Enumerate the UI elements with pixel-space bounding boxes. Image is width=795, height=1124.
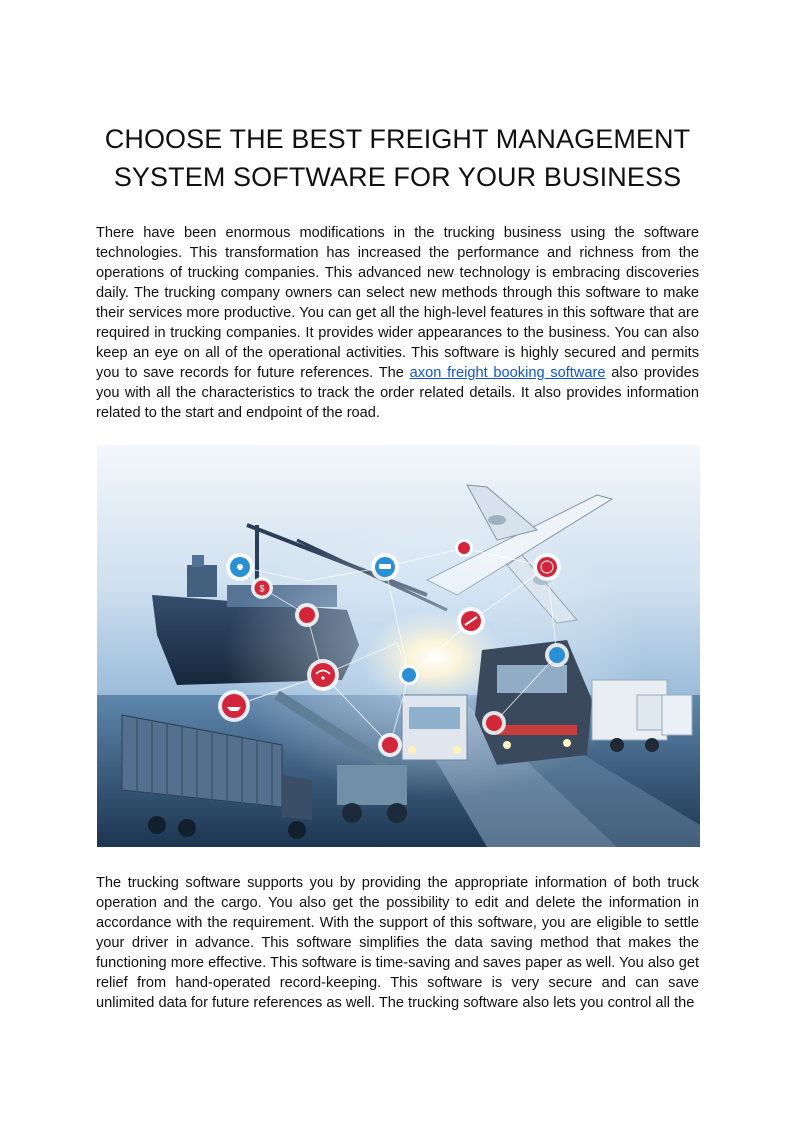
plane-icon	[457, 607, 485, 635]
clock-icon	[295, 603, 319, 627]
intro-paragraph	[96, 223, 699, 423]
gift-icon	[482, 711, 506, 735]
page-title	[60, 120, 735, 196]
svg-text:$: $	[259, 583, 265, 594]
container-icon	[378, 733, 402, 757]
target-icon	[226, 553, 254, 581]
ship-icon	[371, 553, 399, 581]
location-pin-icon	[399, 665, 419, 685]
title-line-2: SYSTEM SOFTWARE FOR YOUR BUSINESS	[113, 162, 682, 192]
body-paragraph: The trucking software supports you by providing the appropriate information of both truck operation and the cargo. You also get the possibility to edit and delete the information in accordance with the requirement. With the support of this software, you are eligible to settle your driver in advance. This software simplifies the data saving method that makes the functioning more effective. This software is time-saving and saves paper as well. You also get relief from hand-operated record-keeping. This software is very secure and can save unlimited data for future references as well. The trucking software also lets you control all the	[96, 875, 699, 1011]
dollar-icon	[251, 577, 273, 599]
globe-icon	[533, 553, 561, 581]
anchor-icon	[455, 539, 473, 557]
logistics-illustration	[97, 445, 700, 847]
center-truck	[402, 695, 467, 760]
intro-text-before-link: There have been enormous modifications in the trucking business using the software technologies. This transformation has increased the performance and richness from the operations of trucking companies. This advanced new technology is embracing discoveries daily. The trucking company owners can select new methods through this software to make their services more productive. You can get all the high-level features in this software that are required in trucking companies. It provides wider appearances to the business. You can also keep an eye on all of the operational activities. This software is highly secured and permits you to save records for future references. The	[96, 225, 699, 381]
axon-freight-link[interactable]: axon freight booking software	[409, 365, 606, 381]
title-line-1: CHOOSE THE BEST FREIGHT MANAGEMENT	[104, 124, 691, 154]
intro-text-after-link: also provides you with all the characteristics to track the order related details. It also provides information related to the start and endpoint of the road.	[96, 365, 699, 421]
train	[475, 640, 592, 765]
wifi-icon	[307, 659, 339, 691]
truck-icon	[545, 643, 569, 667]
boat-icon	[218, 690, 250, 722]
